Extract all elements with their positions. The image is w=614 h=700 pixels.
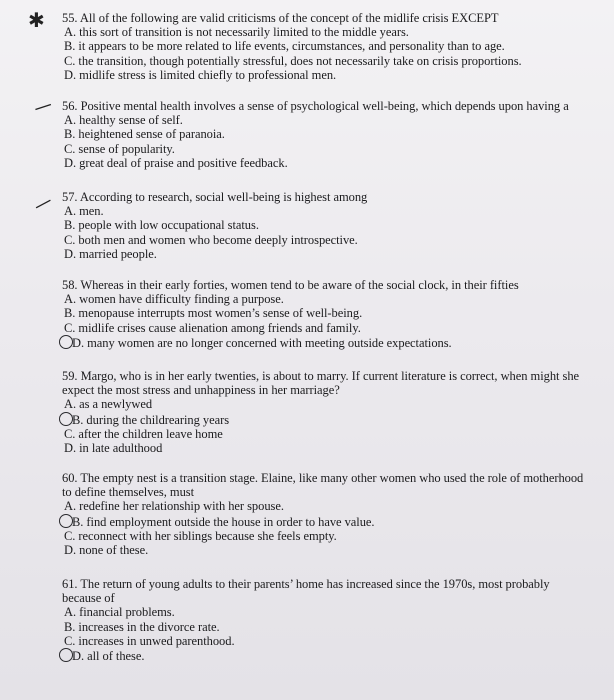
option-a: A. as a newlywed	[64, 397, 153, 412]
option-d: D. in late adulthood	[64, 441, 163, 456]
question-58	[62, 278, 612, 350]
answer-circle-icon	[59, 412, 73, 426]
question-text-cont: to define themselves, must	[62, 485, 195, 500]
option-b-text: B. during the childrearing years	[72, 412, 230, 427]
option-c: C. sense of popularity.	[64, 141, 175, 156]
option-b-circled	[62, 514, 612, 529]
option-b-circled	[62, 412, 612, 427]
question-57	[62, 190, 612, 261]
option-d-circled	[62, 335, 612, 350]
question-text: Margo, who is in her early twenties, is about to marry. If current literature is correct, when might she	[80, 369, 580, 383]
option-d-text: D. many women are no longer concerned with meeting outside expectations.	[72, 335, 452, 350]
question-stem	[62, 99, 612, 113]
question-text: Positive mental health involves a sense of psychological well-being, which depends upon having a	[80, 99, 569, 113]
option-b: B. it appears to be more related to life events, circumstances, and personality than to age.	[64, 39, 505, 54]
question-stem	[62, 11, 612, 25]
question-number: 61.	[62, 577, 78, 591]
option-c: C. both men and women who become deeply introspective.	[64, 232, 358, 247]
question-number: 58.	[62, 278, 78, 292]
option-b: B. increases in the divorce rate.	[64, 619, 220, 634]
question-number: 57.	[62, 190, 78, 204]
star-mark-icon: ✱	[28, 8, 45, 32]
option-b: B. menopause interrupts most women’s sense of well-being.	[64, 306, 363, 321]
option-a: A. women have difficulty finding a purpose.	[64, 292, 284, 307]
option-a: A. redefine her relationship with her spouse.	[64, 499, 284, 514]
option-c: C. midlife crises cause alienation among friends and family.	[64, 320, 361, 335]
question-stem	[62, 190, 612, 204]
checkmark-dash-icon: —	[31, 93, 55, 120]
option-c: C. increases in unwed parenthood.	[64, 633, 235, 648]
option-d-circled	[62, 648, 612, 663]
question-text: According to research, social well-being is highest among	[79, 190, 368, 204]
option-d: D. married people.	[64, 246, 157, 261]
option-d: D. none of these.	[64, 543, 149, 558]
question-56	[62, 99, 612, 170]
question-55	[62, 11, 612, 82]
question-61	[62, 577, 612, 663]
option-a: A. men.	[64, 204, 104, 219]
question-text: Whereas in their early forties, women tend to be aware of the social clock, in their fifties	[80, 278, 519, 292]
answer-circle-icon	[59, 514, 73, 528]
question-text: All of the following are valid criticisms of the concept of the midlife crisis EXCEPT	[79, 11, 499, 25]
question-text: The return of young adults to their parents’ home has increased since the 1970s, most probably	[80, 577, 550, 591]
option-a: A. healthy sense of self.	[64, 113, 183, 128]
option-d-text: D. all of these.	[72, 649, 145, 664]
question-number: 56.	[62, 99, 78, 113]
question-text-cont: expect the most stress and unhappiness in her marriage?	[62, 383, 340, 398]
option-a: A. financial problems.	[64, 605, 175, 620]
checkmark-dash-icon: —	[30, 190, 56, 217]
option-c: C. the transition, though potentially stressful, does not necessarily take on crisis proportions.	[64, 53, 522, 68]
question-stem	[62, 577, 612, 591]
question-stem	[62, 278, 612, 292]
option-c: C. reconnect with her siblings because she feels empty.	[64, 528, 337, 543]
option-b-text: B. find employment outside the house in order to have value.	[72, 514, 375, 529]
answer-circle-icon	[59, 335, 73, 349]
question-number: 60.	[62, 471, 78, 485]
option-d: D. great deal of praise and positive feedback.	[64, 155, 288, 170]
question-stem	[62, 369, 612, 383]
option-a: A. this sort of transition is not necessarily limited to the middle years.	[64, 25, 409, 40]
question-number: 59.	[62, 369, 78, 383]
question-text-cont: because of	[62, 591, 115, 606]
question-stem	[62, 471, 612, 485]
option-c: C. after the children leave home	[64, 426, 223, 441]
option-b: B. people with low occupational status.	[64, 218, 259, 233]
answer-circle-icon	[59, 648, 73, 662]
question-text: The empty nest is a transition stage. Elaine, like many other women who used the role of motherhood	[80, 471, 584, 485]
option-d: D. midlife stress is limited chiefly to professional men.	[64, 67, 337, 82]
question-59	[62, 369, 612, 455]
option-b: B. heightened sense of paranoia.	[64, 127, 225, 142]
question-number: 55.	[62, 11, 78, 25]
question-60	[62, 471, 612, 557]
